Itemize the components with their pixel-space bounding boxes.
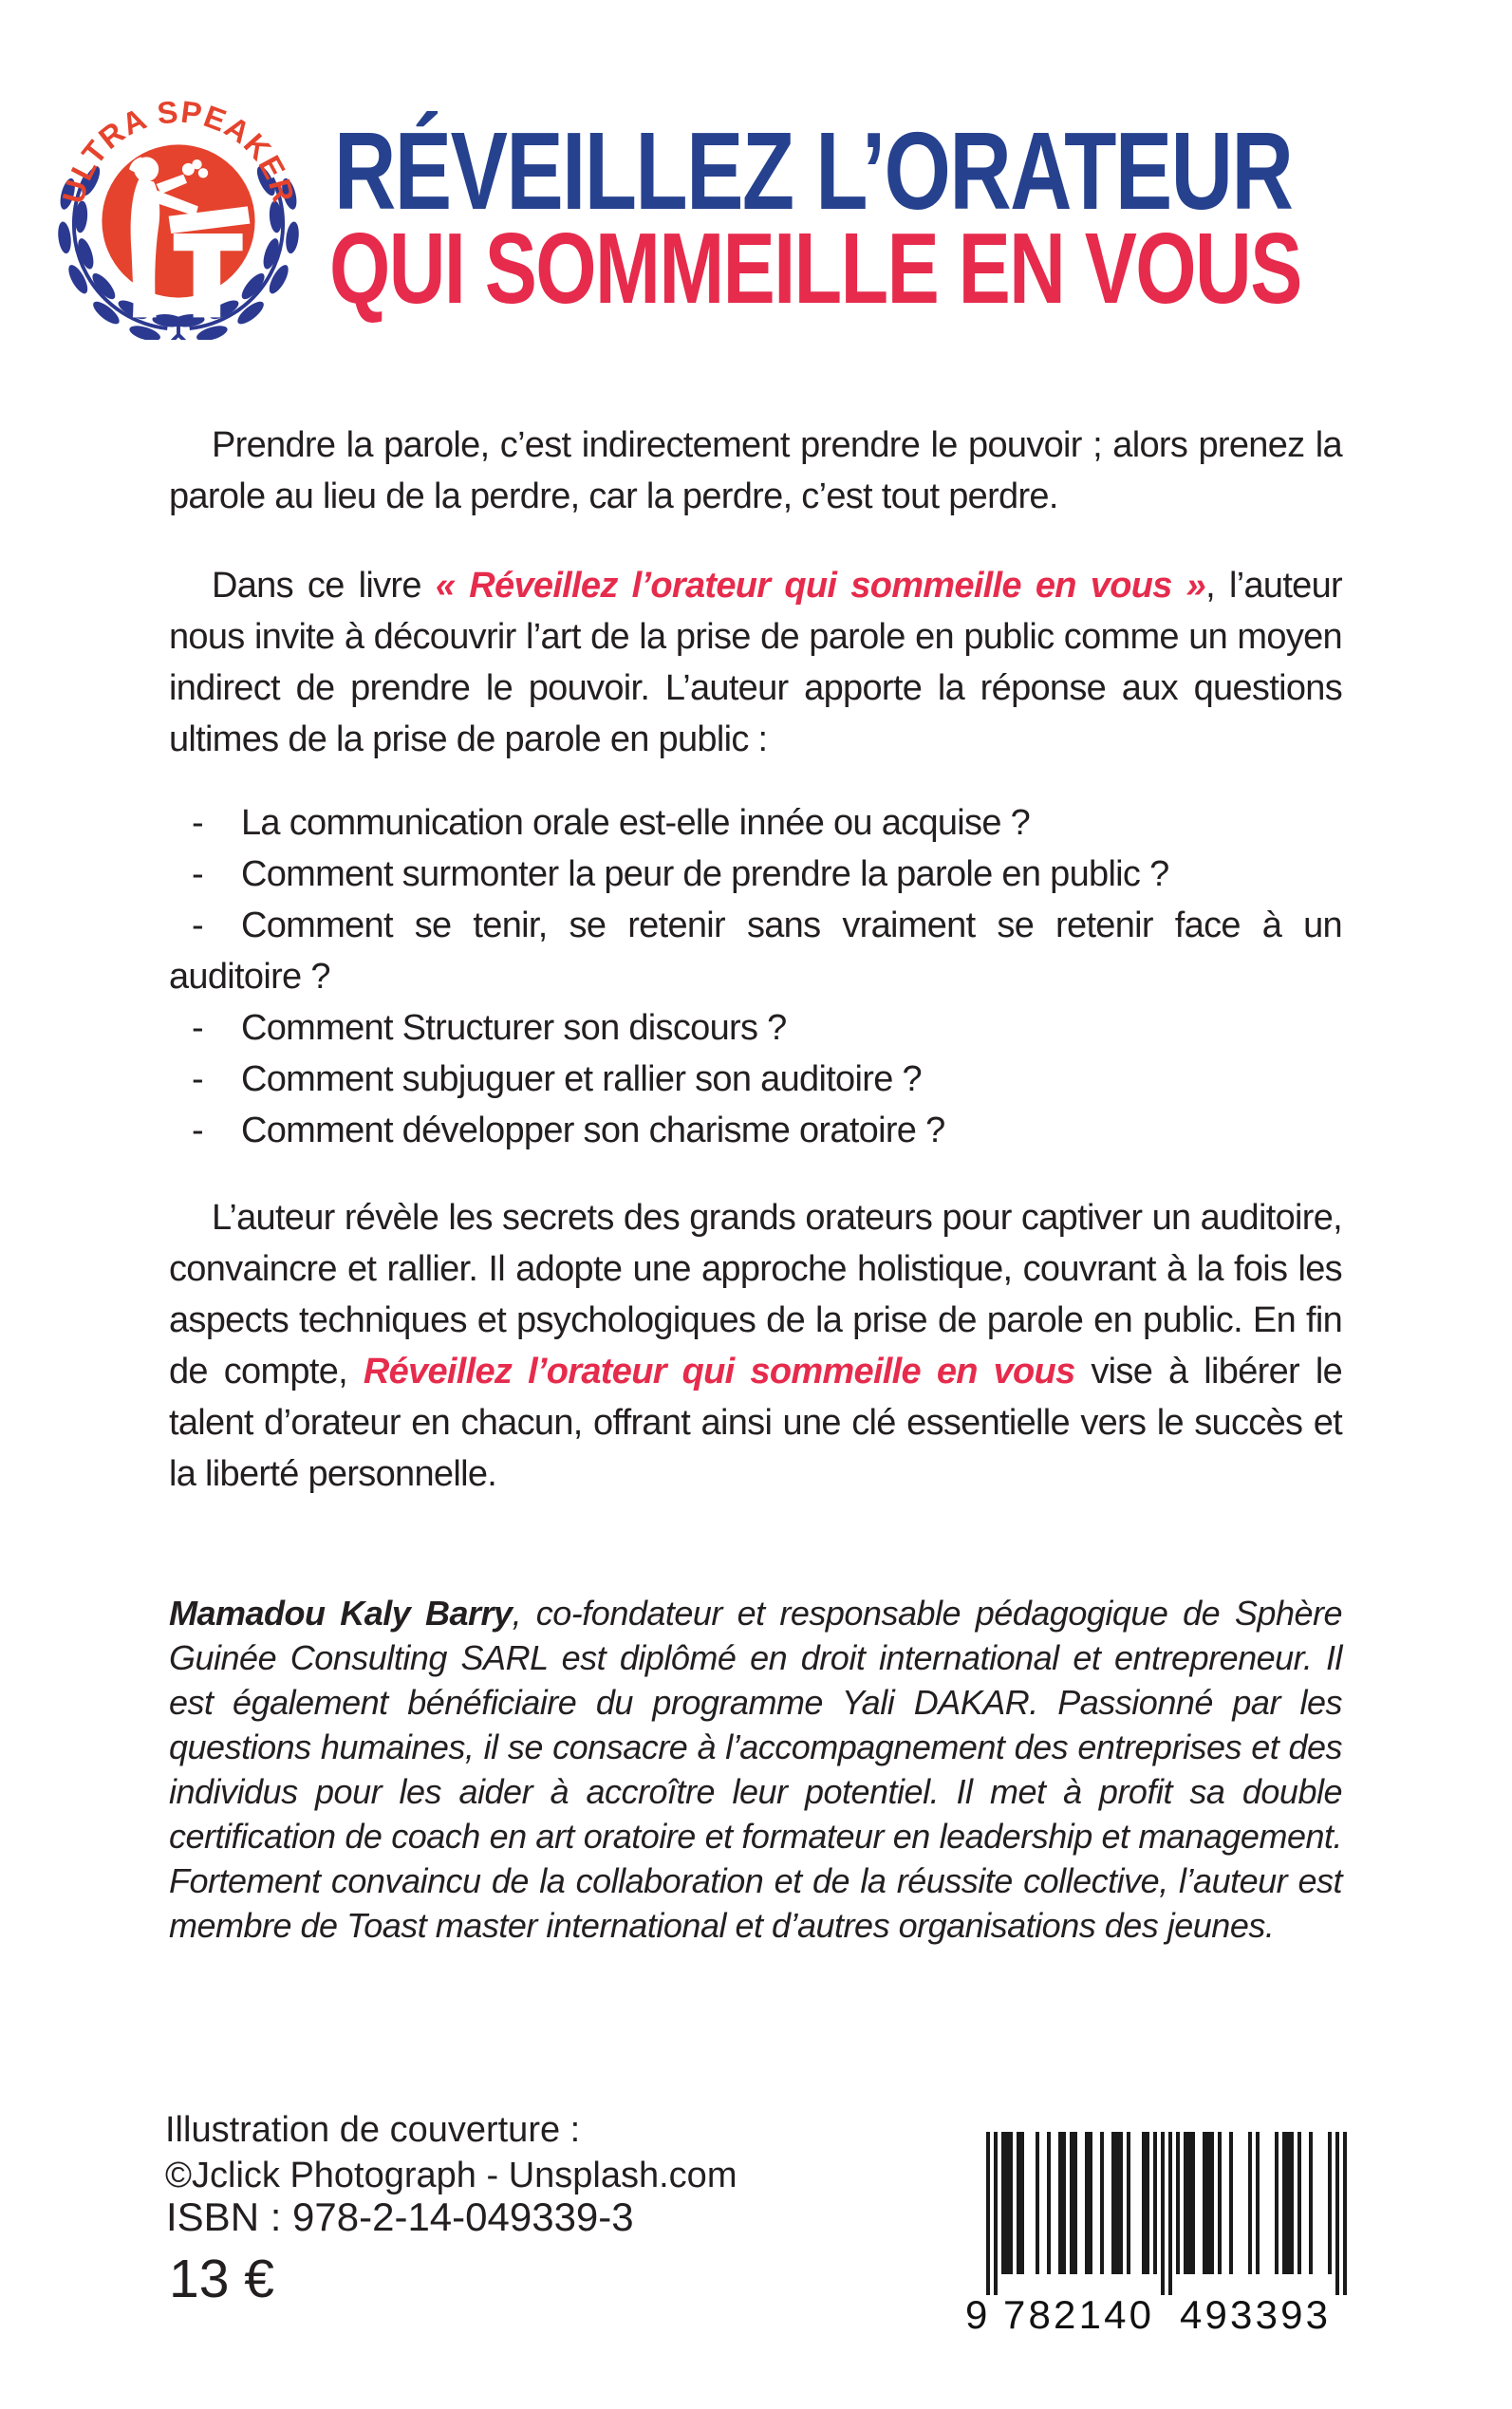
isbn-text: ISBN : 978-2-14-049339-3 (166, 2194, 634, 2239)
book-title-line1: RÉVEILLEZ L’ORATEUR (334, 109, 1293, 233)
price-text: 13 € (169, 2249, 274, 2309)
question-text: Comment surmonter la peur de prendre la parole en public ? (241, 854, 1169, 894)
question-text: Comment Structurer son discours ? (241, 1008, 787, 1048)
author-bio: Mamadou Kaly Barry, co-fondateur et responsable pédagogique de Sphère Guinée Consulting SARL est diplômé en droit international et entrepreneur. Il est également bénéficiaire du programme Yali DAKAR. Passionné par les questions humaines, il se consacre à l’accompagnement des entreprises et des individus pour les aider à accroître leur potentiel. Il met à profit sa double certification de coach en art oratoire et formateur en leadership et management. Fortement convaincu de la collaboration et de la réussite collective, l’auteur est membre de Toast master international et d’autres organisations des jeunes. (169, 1594, 1342, 1945)
conclusion-paragraph: L’auteur révèle les secrets des grands orateurs pour captiver un auditoire, convaincre et rallier. Il adopte une approche holistique, couvrant à la fois les aspects techniques et psychologiques de la prise de parole en public. En fin de compte, Réveillez l’orateur qui sommeille en vous vise à libérer le talent d’orateur en chacun, offrant ainsi une clé essentielle vers le succès et la liberté personnelle. (169, 1198, 1343, 1494)
list-dash: - (192, 854, 203, 894)
barcode-digit-left: 9 (965, 2292, 988, 2333)
cover-illustration-credit (165, 2107, 737, 2198)
barcode-group1: 782140 (1003, 2292, 1151, 2333)
question-item (169, 797, 1342, 849)
book-title-line2: QUI SOMMEILLE EN VOUS (329, 213, 1301, 325)
question-text: Comment subjuguer et rallier son auditoire ? (241, 1059, 922, 1099)
ean13-barcode (963, 2132, 1347, 2333)
list-dash: - (192, 1008, 203, 1048)
list-dash: - (192, 1059, 203, 1099)
ultra-speaker-logo (55, 78, 302, 340)
barcode-group2: 493393 (1180, 2292, 1328, 2333)
question-item (169, 1105, 1342, 1156)
synopsis-paragraph: Dans ce livre « Réveillez l’orateur qui sommeille en vous », l’auteur nous invite à découvrir l’art de la prise de parole en public comme un moyen indirect de prendre le pouvoir. L’auteur apporte la réponse aux questions ultimes de la prise de parole en public : (169, 566, 1343, 759)
question-text: Comment se tenir, se retenir sans vraiment se retenir face à un auditoire ? (169, 906, 1342, 997)
question-item (169, 849, 1342, 900)
question-item (169, 1054, 1342, 1105)
questions-list (169, 797, 1342, 1156)
question-text: Comment développer son charisme oratoire ? (241, 1111, 945, 1150)
intro-paragraph: Prendre la parole, c’est indirectement prendre le pouvoir ; alors prenez la parole au lieu de la perdre, car la perdre, c’est tout perdre. (169, 425, 1342, 516)
barcode-bars (986, 2132, 1347, 2295)
list-dash: - (192, 803, 203, 843)
question-item (169, 900, 1342, 1002)
logo-arc-text: ULTRA SPEAKER (55, 94, 302, 207)
list-dash: - (192, 1111, 203, 1150)
credit-line2: ©Jclick Photograph - Unsplash.com (165, 2156, 737, 2195)
back-cover-text (169, 420, 1342, 1948)
question-item (169, 1002, 1342, 1054)
question-text: La communication orale est-elle innée ou acquise ? (241, 803, 1031, 843)
credit-line1: Illustration de couverture : (165, 2110, 581, 2150)
list-dash: - (192, 906, 203, 945)
